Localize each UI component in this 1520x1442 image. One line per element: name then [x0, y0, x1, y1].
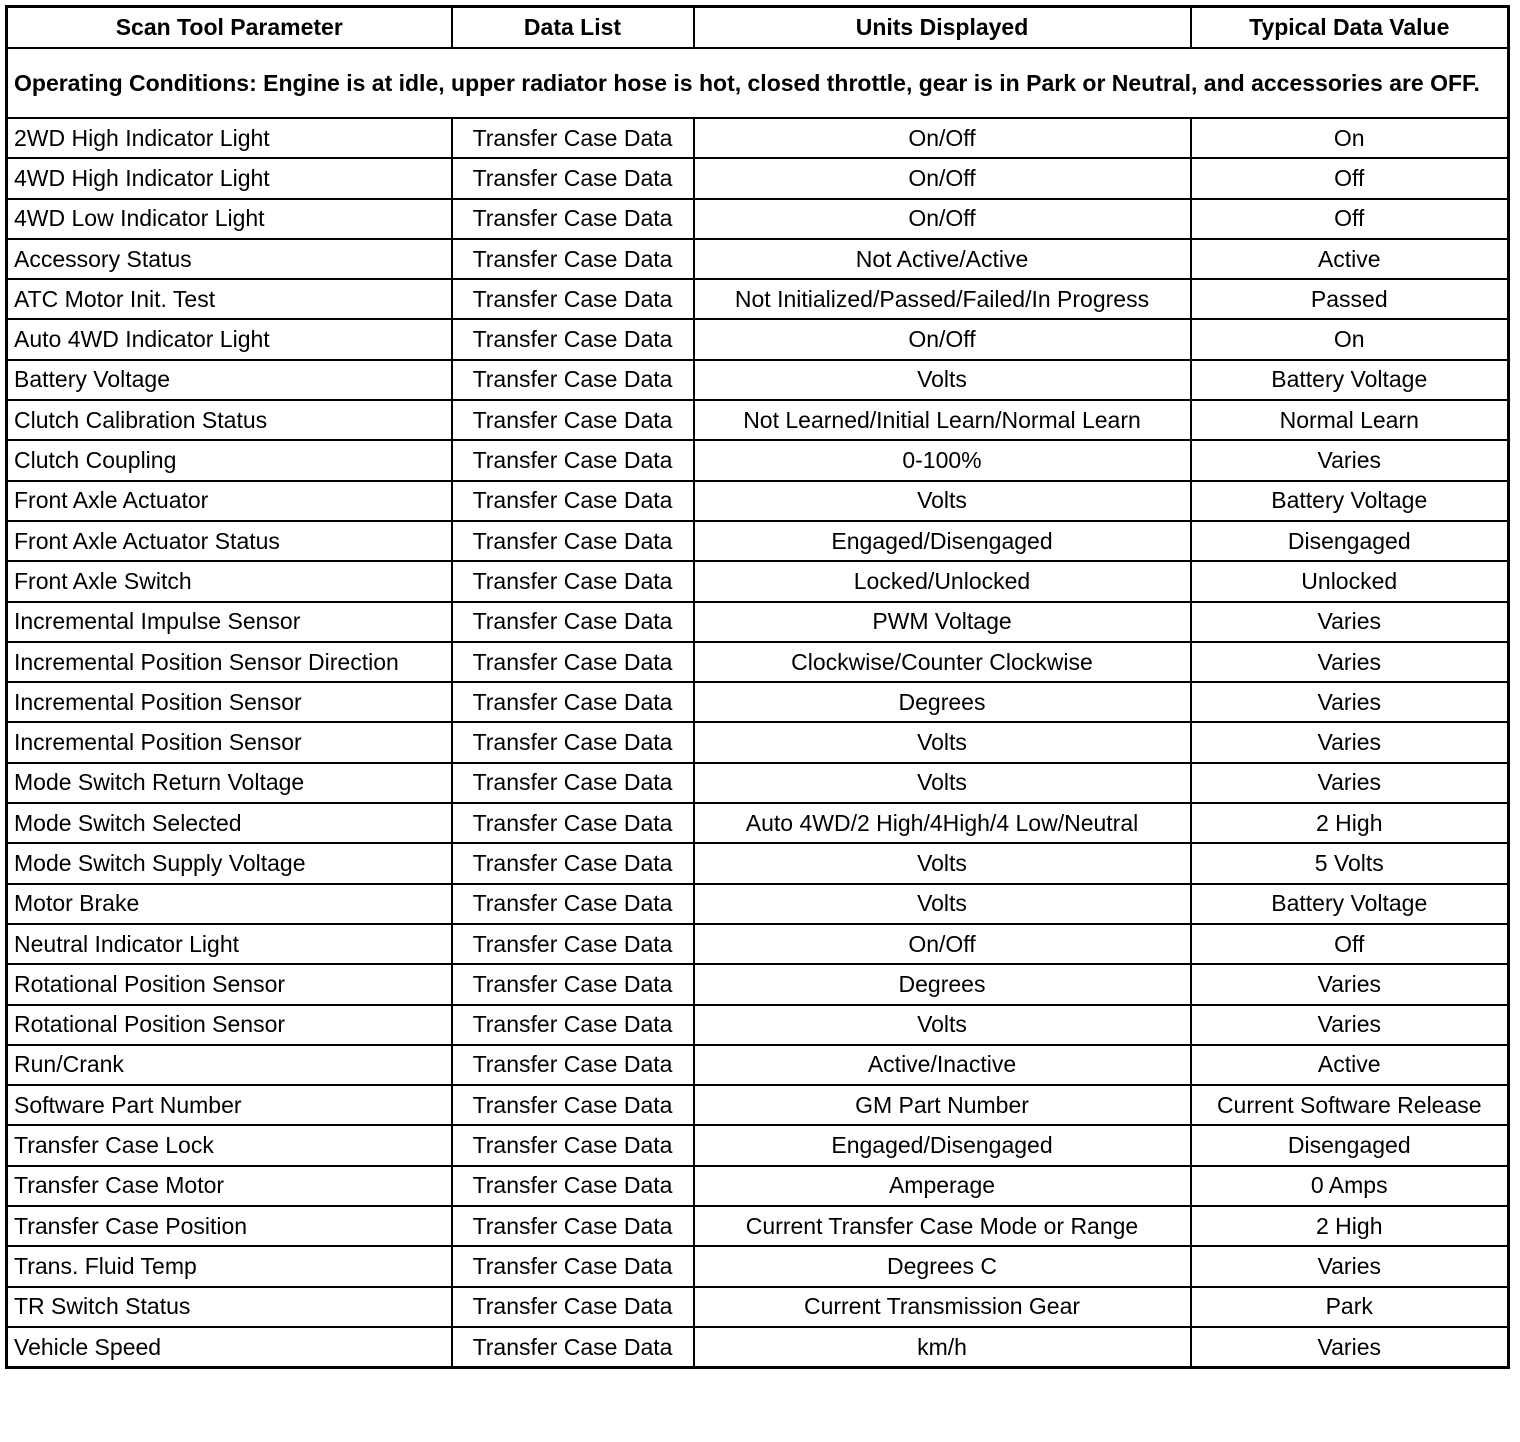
data-list-cell: Transfer Case Data [452, 1166, 694, 1206]
units-cell: Degrees [694, 682, 1191, 722]
operating-conditions-note: Operating Conditions: Engine is at idle, upper radiator hose is hot, closed throttle, gear is in Park or Neutral, and accessories are OFF. [7, 48, 1509, 118]
data-list-cell: Transfer Case Data [452, 722, 694, 762]
typical-value-cell: Battery Voltage [1191, 884, 1509, 924]
typical-value-cell: Varies [1191, 1246, 1509, 1286]
units-cell: Volts [694, 1005, 1191, 1045]
units-cell: Current Transfer Case Mode or Range [694, 1206, 1191, 1246]
typical-value-cell: 2 High [1191, 803, 1509, 843]
data-list-cell: Transfer Case Data [452, 400, 694, 440]
table-row [7, 1166, 1509, 1206]
data-list-cell: Transfer Case Data [452, 360, 694, 400]
operating-conditions-row [7, 48, 1509, 118]
typical-value-cell: Current Software Release [1191, 1085, 1509, 1125]
data-list-cell: Transfer Case Data [452, 602, 694, 642]
parameter-cell: ATC Motor Init. Test [7, 279, 452, 319]
table-row [7, 722, 1509, 762]
data-list-cell: Transfer Case Data [452, 682, 694, 722]
units-cell: Volts [694, 843, 1191, 883]
parameter-cell: Front Axle Switch [7, 561, 452, 601]
data-list-cell: Transfer Case Data [452, 884, 694, 924]
data-list-cell: Transfer Case Data [452, 1005, 694, 1045]
parameter-cell: Transfer Case Lock [7, 1125, 452, 1165]
units-cell: On/Off [694, 118, 1191, 158]
typical-value-cell: Active [1191, 239, 1509, 279]
parameter-cell: Clutch Calibration Status [7, 400, 452, 440]
data-list-cell: Transfer Case Data [452, 521, 694, 561]
typical-value-cell: Varies [1191, 964, 1509, 1004]
units-cell: On/Off [694, 924, 1191, 964]
table-row [7, 642, 1509, 682]
typical-value-cell: Varies [1191, 1327, 1509, 1368]
data-list-cell: Transfer Case Data [452, 481, 694, 521]
typical-value-cell: Varies [1191, 763, 1509, 803]
table-row [7, 521, 1509, 561]
data-list-cell: Transfer Case Data [452, 803, 694, 843]
data-list-cell: Transfer Case Data [452, 964, 694, 1004]
typical-value-cell: Off [1191, 158, 1509, 198]
data-list-cell: Transfer Case Data [452, 1246, 694, 1286]
typical-value-cell: On [1191, 118, 1509, 158]
table-row [7, 924, 1509, 964]
typical-value-cell: 5 Volts [1191, 843, 1509, 883]
parameter-cell: TR Switch Status [7, 1287, 452, 1327]
table-row [7, 561, 1509, 601]
data-list-cell: Transfer Case Data [452, 118, 694, 158]
table-row [7, 319, 1509, 359]
typical-value-cell: Disengaged [1191, 521, 1509, 561]
typical-value-cell: Active [1191, 1045, 1509, 1085]
table-row [7, 602, 1509, 642]
data-list-cell: Transfer Case Data [452, 1125, 694, 1165]
units-cell: Volts [694, 763, 1191, 803]
typical-value-cell: Park [1191, 1287, 1509, 1327]
units-cell: Volts [694, 481, 1191, 521]
table-row [7, 763, 1509, 803]
units-cell: GM Part Number [694, 1085, 1191, 1125]
parameter-cell: Clutch Coupling [7, 440, 452, 480]
typical-value-cell: Battery Voltage [1191, 481, 1509, 521]
parameter-cell: Mode Switch Selected [7, 803, 452, 843]
units-cell: Auto 4WD/2 High/4High/4 Low/Neutral [694, 803, 1191, 843]
table-row [7, 360, 1509, 400]
units-cell: Engaged/Disengaged [694, 521, 1191, 561]
units-cell: Degrees C [694, 1246, 1191, 1286]
table-row [7, 1287, 1509, 1327]
data-list-cell: Transfer Case Data [452, 199, 694, 239]
typical-value-cell: Varies [1191, 440, 1509, 480]
units-cell: Not Learned/Initial Learn/Normal Learn [694, 400, 1191, 440]
table-row [7, 118, 1509, 158]
units-cell: On/Off [694, 158, 1191, 198]
typical-value-cell: Varies [1191, 642, 1509, 682]
typical-value-cell: Varies [1191, 682, 1509, 722]
parameter-cell: Front Axle Actuator [7, 481, 452, 521]
units-cell: Active/Inactive [694, 1045, 1191, 1085]
units-cell: Volts [694, 360, 1191, 400]
table-row [7, 199, 1509, 239]
typical-value-cell: 0 Amps [1191, 1166, 1509, 1206]
data-list-cell: Transfer Case Data [452, 1327, 694, 1368]
data-list-cell: Transfer Case Data [452, 1206, 694, 1246]
data-list-cell: Transfer Case Data [452, 319, 694, 359]
typical-value-cell: Varies [1191, 1005, 1509, 1045]
data-list-cell: Transfer Case Data [452, 440, 694, 480]
typical-value-cell: Normal Learn [1191, 400, 1509, 440]
typical-value-cell: Disengaged [1191, 1125, 1509, 1165]
data-list-cell: Transfer Case Data [452, 279, 694, 319]
table-row [7, 400, 1509, 440]
parameter-cell: 4WD High Indicator Light [7, 158, 452, 198]
parameter-cell: Incremental Impulse Sensor [7, 602, 452, 642]
data-list-cell: Transfer Case Data [452, 561, 694, 601]
parameter-cell: Accessory Status [7, 239, 452, 279]
units-cell: Volts [694, 722, 1191, 762]
table-row [7, 1045, 1509, 1085]
typical-value-cell: Battery Voltage [1191, 360, 1509, 400]
data-list-cell: Transfer Case Data [452, 239, 694, 279]
parameter-cell: Incremental Position Sensor Direction [7, 642, 452, 682]
typical-value-cell: On [1191, 319, 1509, 359]
data-list-cell: Transfer Case Data [452, 642, 694, 682]
table-row [7, 1246, 1509, 1286]
typical-value-cell: Off [1191, 924, 1509, 964]
table-row [7, 1005, 1509, 1045]
typical-value-cell: 2 High [1191, 1206, 1509, 1246]
header-scan-tool-parameter: Scan Tool Parameter [7, 7, 452, 49]
table-row [7, 1327, 1509, 1368]
units-cell: PWM Voltage [694, 602, 1191, 642]
scan-tool-data-table [5, 5, 1510, 1369]
typical-value-cell: Unlocked [1191, 561, 1509, 601]
parameter-cell: 2WD High Indicator Light [7, 118, 452, 158]
typical-value-cell: Varies [1191, 722, 1509, 762]
data-list-cell: Transfer Case Data [452, 1045, 694, 1085]
parameter-cell: Transfer Case Position [7, 1206, 452, 1246]
data-list-cell: Transfer Case Data [452, 763, 694, 803]
parameter-cell: Mode Switch Return Voltage [7, 763, 452, 803]
parameter-cell: Neutral Indicator Light [7, 924, 452, 964]
parameter-cell: Rotational Position Sensor [7, 1005, 452, 1045]
table-row [7, 1085, 1509, 1125]
units-cell: Clockwise/Counter Clockwise [694, 642, 1191, 682]
table-row [7, 682, 1509, 722]
data-list-cell: Transfer Case Data [452, 1287, 694, 1327]
parameter-cell: Incremental Position Sensor [7, 682, 452, 722]
units-cell: Not Initialized/Passed/Failed/In Progress [694, 279, 1191, 319]
parameter-cell: Transfer Case Motor [7, 1166, 452, 1206]
units-cell: Degrees [694, 964, 1191, 1004]
table-row [7, 440, 1509, 480]
units-cell: Current Transmission Gear [694, 1287, 1191, 1327]
units-cell: km/h [694, 1327, 1191, 1368]
parameter-cell: Run/Crank [7, 1045, 452, 1085]
parameter-cell: Battery Voltage [7, 360, 452, 400]
table-row [7, 239, 1509, 279]
typical-value-cell: Varies [1191, 602, 1509, 642]
parameter-cell: Rotational Position Sensor [7, 964, 452, 1004]
data-list-cell: Transfer Case Data [452, 158, 694, 198]
parameter-cell: Incremental Position Sensor [7, 722, 452, 762]
typical-value-cell: Passed [1191, 279, 1509, 319]
table-row [7, 803, 1509, 843]
table-row [7, 158, 1509, 198]
units-cell: Not Active/Active [694, 239, 1191, 279]
units-cell: Engaged/Disengaged [694, 1125, 1191, 1165]
parameter-cell: Trans. Fluid Temp [7, 1246, 452, 1286]
parameter-cell: Software Part Number [7, 1085, 452, 1125]
units-cell: 0-100% [694, 440, 1191, 480]
parameter-cell: 4WD Low Indicator Light [7, 199, 452, 239]
table-row [7, 279, 1509, 319]
header-row [7, 7, 1509, 49]
parameter-cell: Mode Switch Supply Voltage [7, 843, 452, 883]
header-data-list: Data List [452, 7, 694, 49]
parameter-cell: Vehicle Speed [7, 1327, 452, 1368]
table-row [7, 1125, 1509, 1165]
parameter-cell: Motor Brake [7, 884, 452, 924]
units-cell: On/Off [694, 319, 1191, 359]
table-row [7, 843, 1509, 883]
data-list-cell: Transfer Case Data [452, 1085, 694, 1125]
parameter-cell: Front Axle Actuator Status [7, 521, 452, 561]
table-row [7, 1206, 1509, 1246]
units-cell: Amperage [694, 1166, 1191, 1206]
table-body [7, 48, 1509, 1368]
units-cell: Volts [694, 884, 1191, 924]
units-cell: On/Off [694, 199, 1191, 239]
units-cell: Locked/Unlocked [694, 561, 1191, 601]
data-list-cell: Transfer Case Data [452, 843, 694, 883]
header-units-displayed: Units Displayed [694, 7, 1191, 49]
table-row [7, 481, 1509, 521]
header-typical-data-value: Typical Data Value [1191, 7, 1509, 49]
table-row [7, 964, 1509, 1004]
typical-value-cell: Off [1191, 199, 1509, 239]
parameter-cell: Auto 4WD Indicator Light [7, 319, 452, 359]
table-row [7, 884, 1509, 924]
data-list-cell: Transfer Case Data [452, 924, 694, 964]
